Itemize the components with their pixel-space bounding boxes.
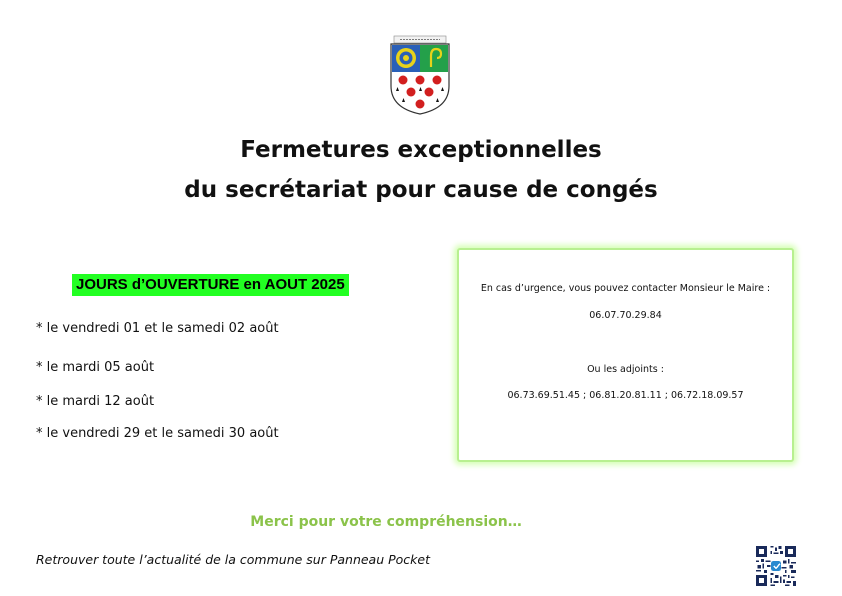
opening-days-heading: JOURS d’OUVERTURE en AOUT 2025 bbox=[72, 274, 349, 296]
footer-note: Retrouver toute l’actualité de la commune sur Panneau Pocket bbox=[36, 552, 431, 567]
opening-day-item: * le vendredi 29 et le samedi 30 août bbox=[36, 426, 279, 441]
page-title-line-2: du secrétariat pour cause de congés bbox=[184, 177, 658, 203]
thanks-message: Merci pour votre compréhension… bbox=[250, 514, 522, 530]
opening-day-item: * le vendredi 01 et le samedi 02 août bbox=[36, 321, 279, 336]
opening-day-item: * le mardi 12 août bbox=[36, 394, 155, 409]
contact-intro: En cas d’urgence, vous pouvez contacter Monsieur le Maire : bbox=[480, 283, 771, 294]
opening-day-item: * le mardi 05 août bbox=[36, 360, 155, 375]
page-title-line-1: Fermetures exceptionnelles bbox=[240, 137, 602, 163]
coat-of-arms-icon bbox=[388, 34, 452, 116]
deputies-phones: 06.73.69.51.45 ; 06.81.20.81.11 ; 06.72.18.09.57 bbox=[507, 390, 744, 401]
deputies-label: Ou les adjoints : bbox=[587, 364, 664, 375]
emergency-contact-box bbox=[457, 248, 794, 462]
mayor-phone: 06.07.70.29.84 bbox=[589, 310, 662, 321]
qr-code-icon bbox=[756, 546, 796, 586]
